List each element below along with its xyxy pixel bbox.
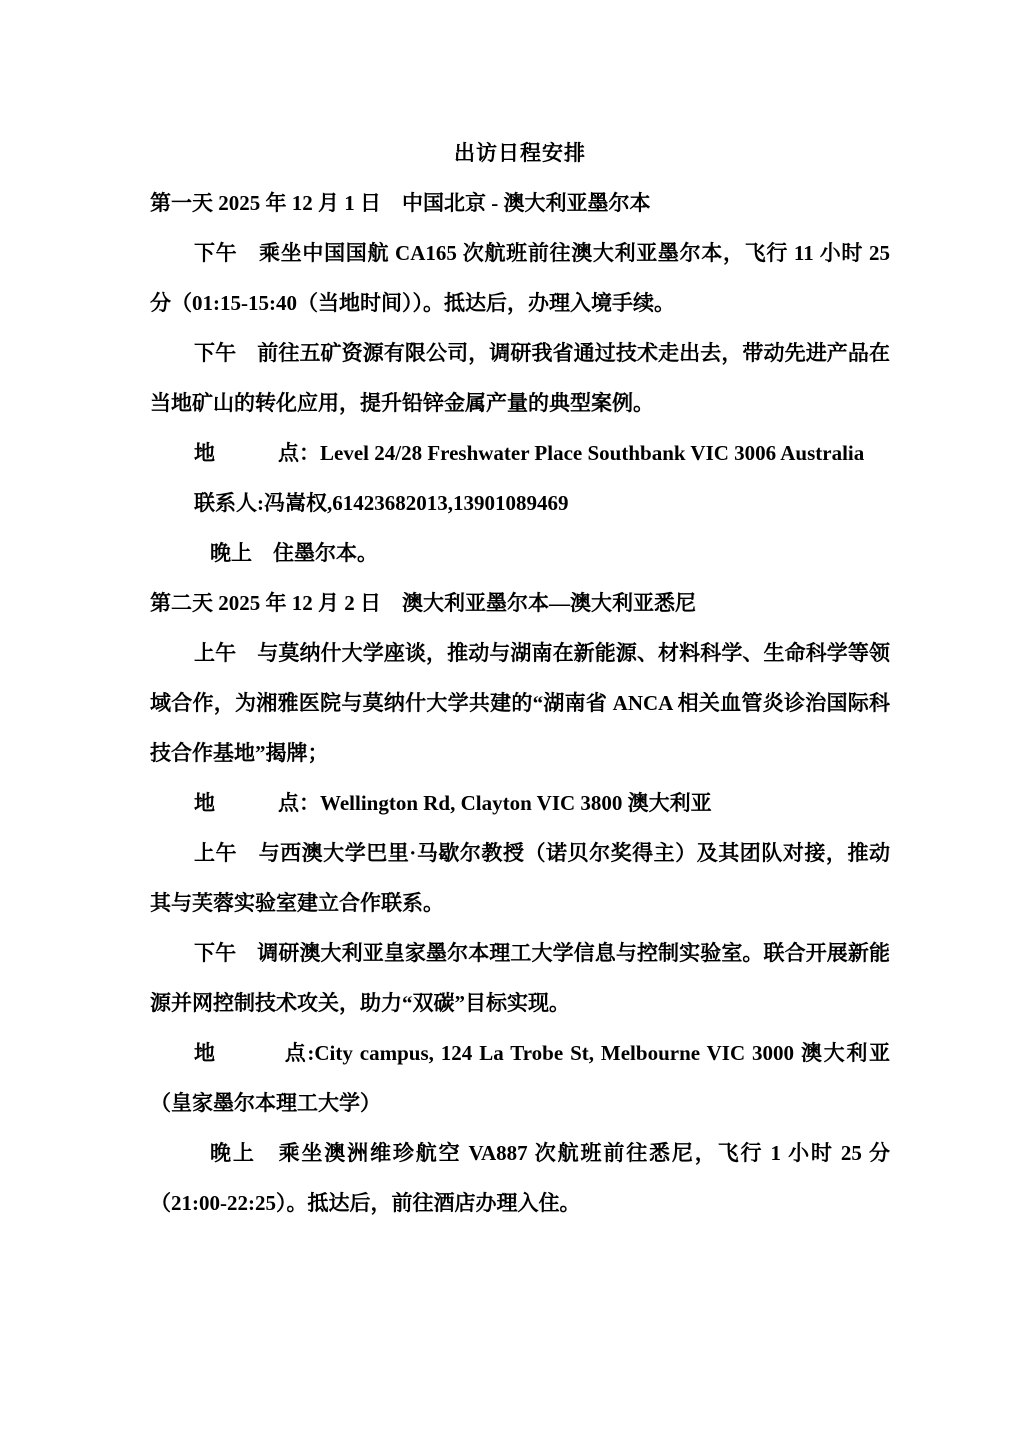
- day2-location-rmit: 地 点:City campus, 124 La Trobe St, Melbourne VIC 3000 澳大利亚（皇家墨尔本理工大学）: [150, 1041, 890, 1115]
- day2-heading: 第二天 2025 年 12 月 2 日 澳大利亚墨尔本—澳大利亚悉尼: [150, 591, 696, 615]
- day1-afternoon-flight-to-melbourne: 下午 乘坐中国国航 CA165 次航班前往澳大利亚墨尔本，飞行 11 小时 25 分（01:15-15:40（当地时间））。抵达后，办理入境手续。: [150, 241, 890, 315]
- day1-location-mmg: 地 点：Level 24/28 Freshwater Place Southbank VIC 3006 Australia: [194, 441, 865, 465]
- day2-morning-uwa-marshall-meeting: 上午 与西澳大学巴里·马歇尔教授（诺贝尔奖得主）及其团队对接，推动其与芙蓉实验室建立合作联系。: [150, 841, 890, 915]
- day2-morning-monash-meeting: 上午 与莫纳什大学座谈，推动与湖南在新能源、材料科学、生命科学等领域合作，为湘雅医院与莫纳什大学共建的“湖南省 ANCA 相关血管炎诊治国际科技合作基地”揭牌；: [150, 641, 890, 765]
- document-content: [150, 128, 890, 1228]
- day1-afternoon-mmg-company-visit: 下午 前往五矿资源有限公司，调研我省通过技术走出去，带动先进产品在当地矿山的转化应用，提升铅锌金属产量的典型案例。: [150, 341, 890, 415]
- page-title: 出访日程安排: [454, 141, 586, 165]
- day2-location-monash: 地 点：Wellington Rd, Clayton VIC 3800 澳大利亚: [194, 791, 712, 815]
- day1-contact-person: 联系人:冯嵩权,61423682013,13901089469: [194, 491, 569, 515]
- day1-heading: 第一天 2025 年 12 月 1 日 中国北京 - 澳大利亚墨尔本: [150, 191, 651, 215]
- day2-afternoon-rmit-visit: 下午 调研澳大利亚皇家墨尔本理工大学信息与控制实验室。联合开展新能源并网控制技术攻关，助力“双碳”目标实现。: [150, 941, 890, 1015]
- day1-evening-stay-melbourne: 晚上 住墨尔本。: [210, 541, 378, 565]
- day2-evening-flight-to-sydney: 晚上 乘坐澳洲维珍航空 VA887 次航班前往悉尼，飞行 1 小时 25 分（21:00-22:25）。抵达后，前往酒店办理入住。: [150, 1141, 890, 1215]
